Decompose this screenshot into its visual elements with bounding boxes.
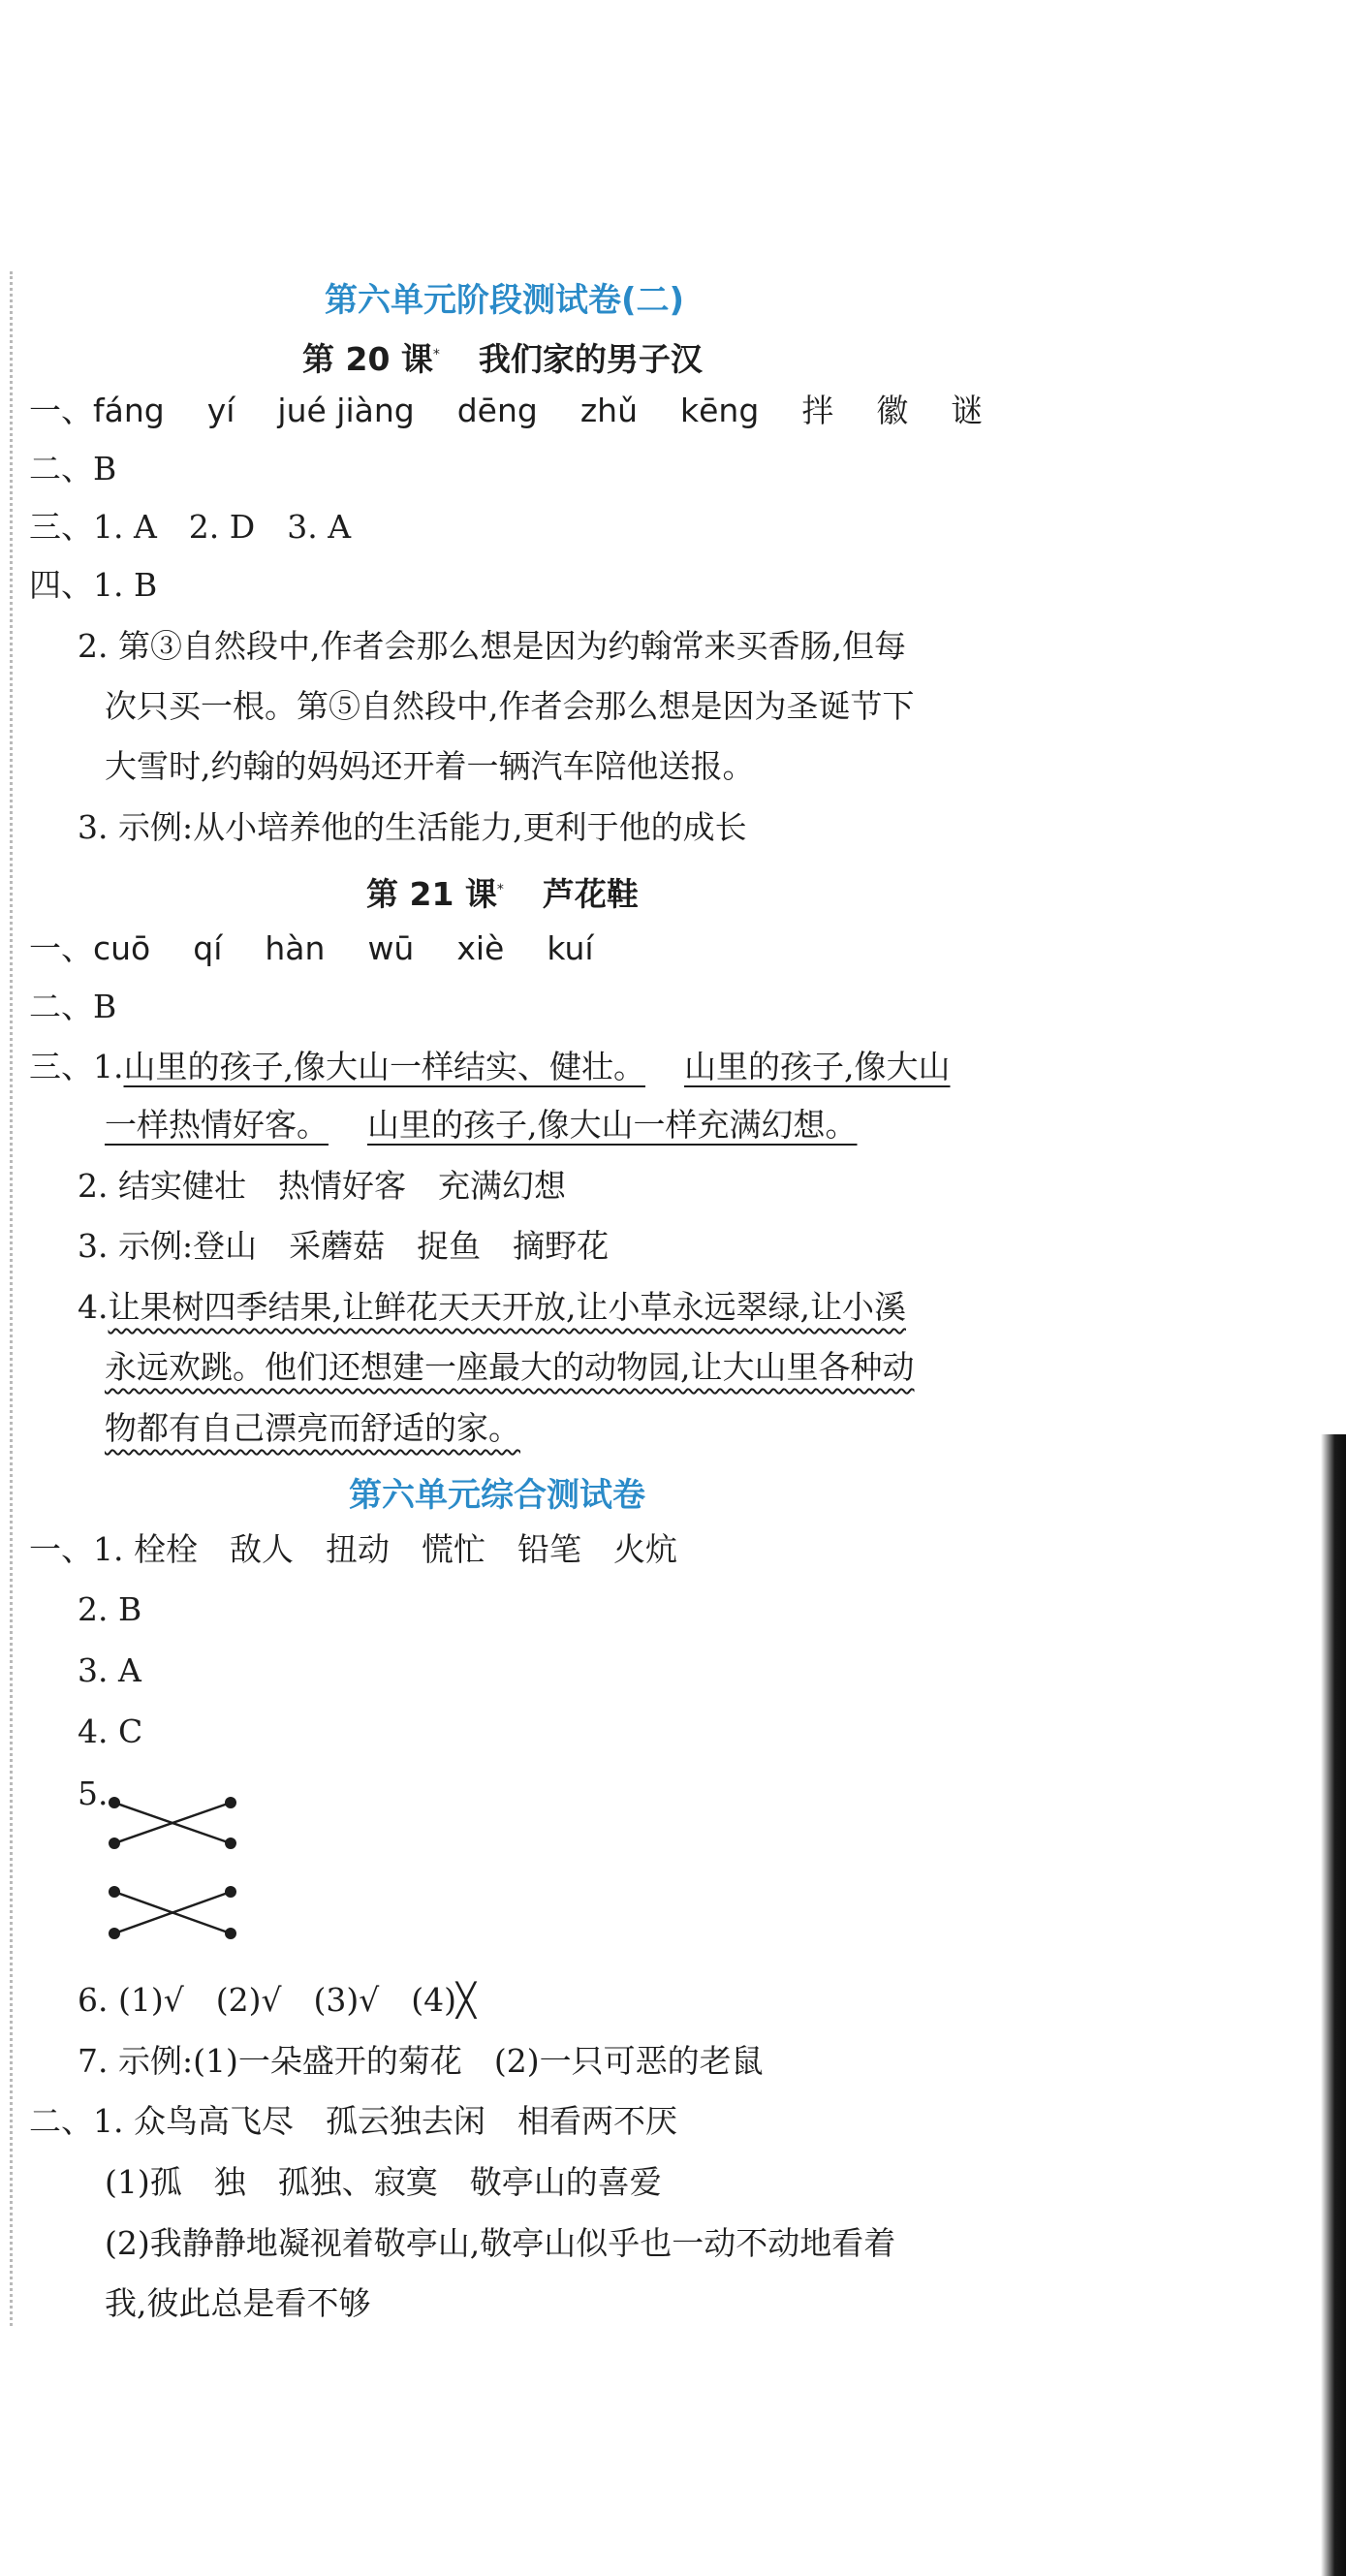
matching-dot (225, 1928, 236, 1939)
lesson-20-number: 第 20 课 (302, 340, 433, 378)
comp-q2-1: 二、1. 众鸟高飞尽 孤云独去闲 相看两不厌 (29, 2102, 677, 2140)
comp-q2-1-2-line-1: (2)我静静地凝视着敬亭山,敬亭山似乎也一动不动地看着 (105, 2224, 896, 2262)
lesson-21-q3-4-line-3 (105, 1410, 520, 1447)
character-item: 谜 (951, 392, 984, 429)
wavy-underlined-text: 让果树四季结果,让鲜花天天开放,让小草永远翠绿,让小溪 (108, 1288, 906, 1326)
matching-dot (225, 1797, 236, 1808)
lesson-21-star: * (496, 882, 504, 897)
underlined-sentence: 山里的孩子,像大山一样结实、健壮。 (123, 1048, 645, 1085)
pinyin-item: cuō (93, 929, 151, 967)
comp-q1-5: 5. (78, 1775, 109, 1812)
pinyin-item: hàn (265, 929, 326, 967)
comp-q1-2: 2. B (78, 1590, 142, 1628)
lesson-21-q3-1-line-1 (29, 1049, 951, 1085)
pinyin-item: xiè (456, 929, 505, 967)
lesson-20-q4 (29, 567, 157, 604)
comp-q1-7: 7. 示例:(1)一朵盛开的菊花 (2)一只可恶的老鼠 (78, 2042, 764, 2080)
lesson-21-number: 第 21 课 (366, 875, 497, 913)
q4-1: 1. B (93, 566, 158, 604)
pinyin-item: fáng (93, 392, 165, 429)
lesson-21-title: 芦花鞋 (542, 875, 639, 913)
lesson-20-q1 (29, 393, 1025, 429)
matching-dot (109, 1838, 120, 1849)
lesson-21-q3-3: 3. 示例:登山 采蘑菇 捉鱼 摘野花 (78, 1227, 610, 1265)
unit-test-title: 第六单元阶段测试卷(二) (325, 281, 685, 320)
q3-4-number: 4. (78, 1288, 109, 1326)
underlined-sentence: 山里的孩子,像大山 (684, 1048, 951, 1085)
lesson-20-q3: 三、1. A 2. D 3. A (29, 508, 352, 546)
pinyin-item: wū (367, 929, 415, 967)
wavy-underlined-text: 物都有自己漂亮而舒适的家。 (105, 1409, 520, 1447)
lesson-20-q4-3: 3. 示例:从小培养他的生活能力,更利于他的成长 (78, 808, 747, 846)
matching-dot (225, 1886, 236, 1898)
comp-q2-1-1: (1)孤 独 孤独、寂寞 敬亭山的喜爱 (105, 2163, 662, 2201)
matching-dot (109, 1886, 120, 1898)
lesson-20-q4-2-line-3: 大雪时,约翰的妈妈还开着一辆汽车陪他送报。 (105, 747, 755, 785)
lesson-21-heading (366, 869, 639, 915)
lesson-20-title: 我们家的男子汉 (478, 340, 703, 378)
pinyin-item: kēng (680, 392, 760, 429)
comp-q2-1-2-line-2: 我,彼此总是看不够 (105, 2284, 371, 2322)
matching-lines-diagram (97, 1783, 252, 1958)
page-edge-shadow (1321, 1434, 1346, 2576)
underlined-sentence: 一样热情好客。 (105, 1106, 329, 1144)
wavy-underlined-text: 永远欢跳。他们还想建一座最大的动物园,让大山里各种动 (105, 1348, 915, 1386)
underlined-sentence: 山里的孩子,像大山一样充满幻想。 (367, 1106, 858, 1144)
character-item: 拌 (801, 392, 834, 429)
lesson-21-q2: 二、B (29, 988, 117, 1025)
lesson-21-q3-4-line-2 (105, 1349, 915, 1386)
lesson-20-q2: 二、B (29, 450, 117, 487)
q1-label: 一、 (29, 392, 93, 429)
lesson-20-q4-2-line-2: 次只买一根。第⑤自然段中,作者会那么想是因为圣诞节下 (105, 687, 915, 725)
q1-label: 一、 (29, 929, 93, 967)
q4-label: 四、 (29, 566, 93, 604)
pinyin-item: jué jiàng (277, 392, 415, 429)
pinyin-item: dēng (456, 392, 538, 429)
binding-margin (10, 271, 13, 2326)
lesson-20-star: * (432, 347, 440, 362)
character-item: 徽 (876, 392, 909, 429)
comp-q1-1: 一、1. 栓栓 敌人 扭动 慌忙 铅笔 火炕 (29, 1530, 677, 1568)
pinyin-item: qí (193, 929, 223, 967)
comp-q1-4: 4. C (78, 1712, 143, 1750)
lesson-21-q3-1-line-2 (105, 1107, 858, 1144)
matching-dot (109, 1928, 120, 1939)
comp-q1-3: 3. A (78, 1651, 141, 1689)
matching-dot (109, 1797, 120, 1808)
lesson-21-q1 (29, 930, 637, 967)
comp-q1-6: 6. (1)√ (2)√ (3)√ (4)╳ (78, 1981, 476, 2019)
unit-comprehensive-title: 第六单元综合测试卷 (349, 1476, 645, 1515)
lesson-21-q3-2: 2. 结实健壮 热情好客 充满幻想 (78, 1167, 566, 1205)
pinyin-item: zhǔ (579, 392, 638, 429)
lesson-20-q4-2-line-1: 2. 第③自然段中,作者会那么想是因为约翰常来买香肠,但每 (78, 627, 906, 665)
q3-label: 三、1. (29, 1048, 124, 1085)
lesson-20-heading (302, 334, 703, 380)
matching-dot (225, 1838, 236, 1849)
lesson-21-q3-4-line-1 (78, 1289, 906, 1326)
pinyin-item: yí (206, 392, 235, 429)
pinyin-item: kuí (547, 929, 594, 967)
